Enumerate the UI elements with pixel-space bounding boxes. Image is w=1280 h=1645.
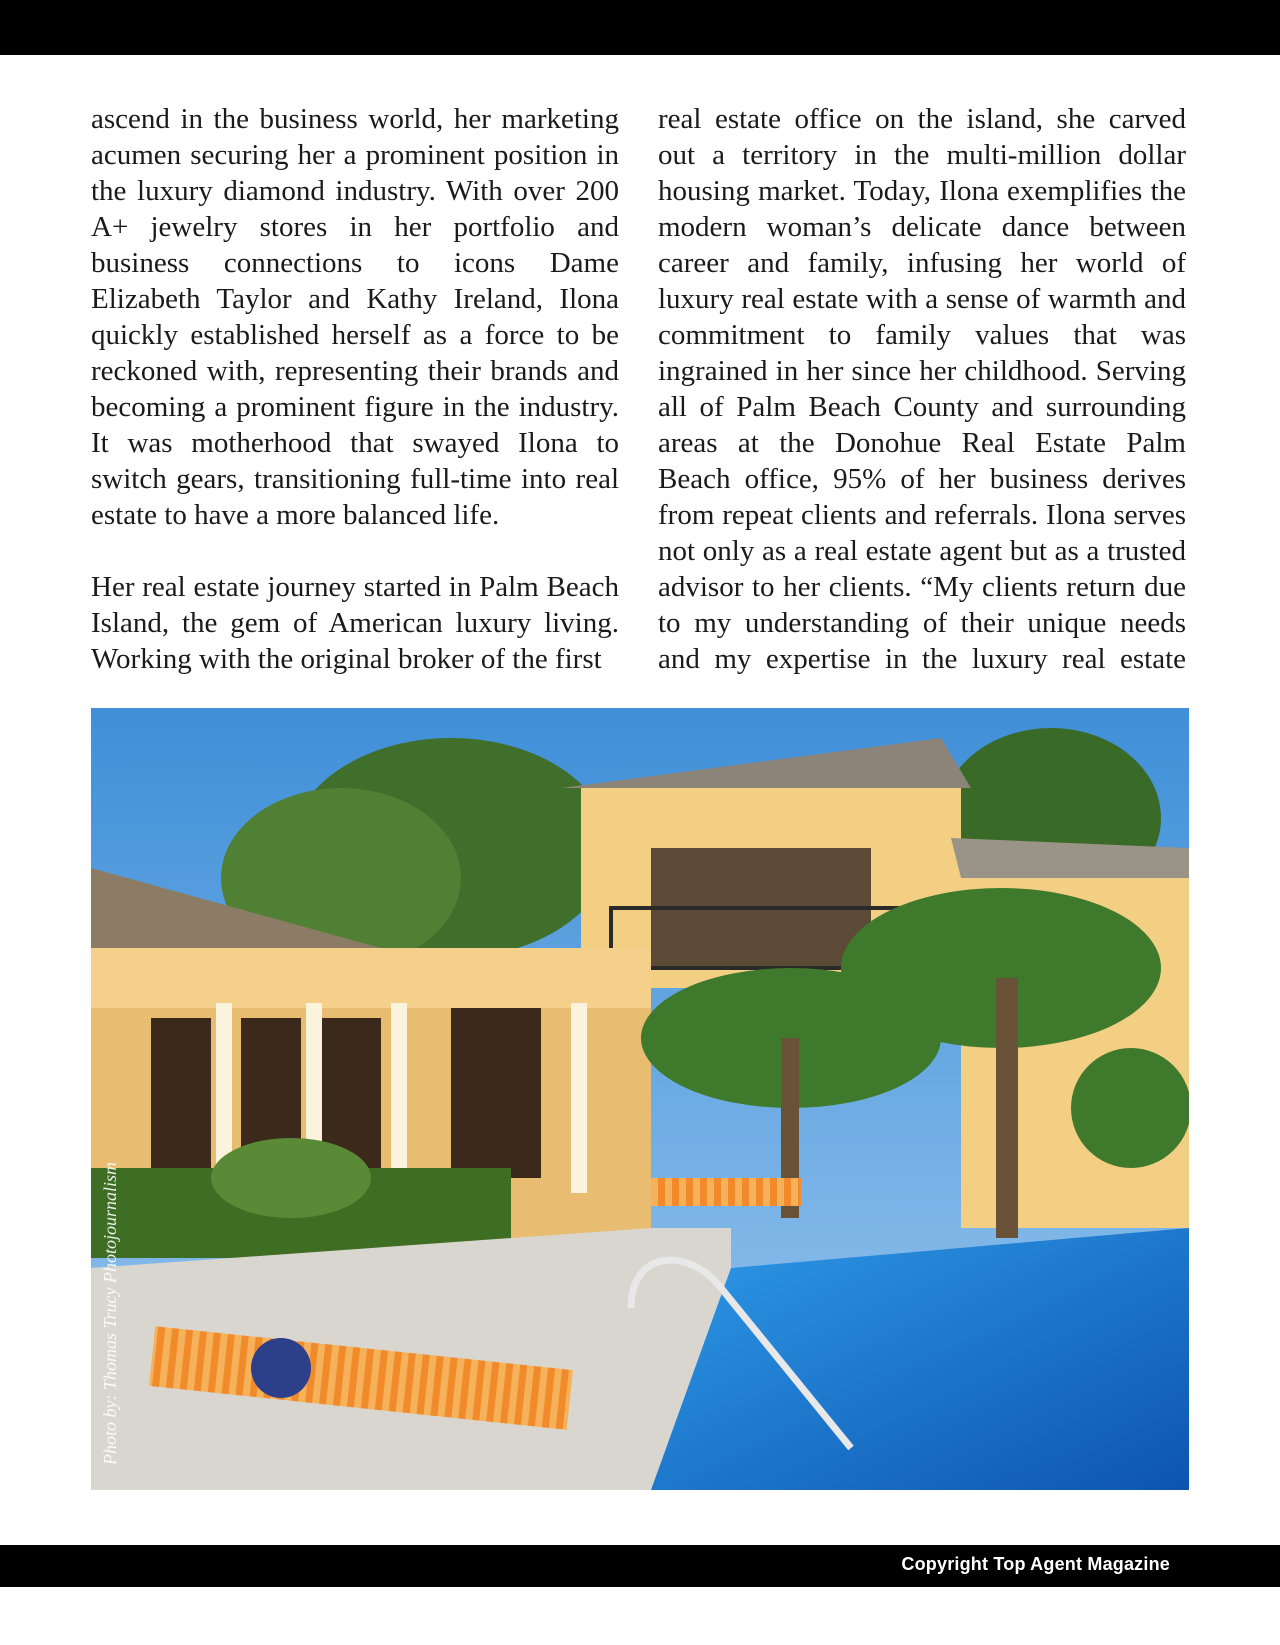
article-paragraph: real estate office on the island, she carved out a territory in the multi-million dollar housing market. Today, Ilona exemplifies the modern woman’s delicate dance between career and family, infusing her world of luxury real estate with a sense of warmth and commitment to family values that was ingrained in her since her childhood. Serving all of Palm Beach County and surrounding areas at the Donohue Real Estate Palm Beach office, 95% of her business derives from repeat clients and referrals. Ilona serves not only as a real estate agent but as a trusted advisor to her clients. “My clients return due to my understanding of their unique needs and my expertise in the luxury real estate bbox=[658, 103, 1186, 675]
house-photo bbox=[91, 708, 1189, 1490]
article-column-right bbox=[658, 101, 1186, 677]
footer-bar bbox=[0, 1545, 1280, 1587]
article-column-left bbox=[91, 101, 619, 677]
house-photo-illustration bbox=[91, 708, 1189, 1490]
top-bar bbox=[0, 0, 1280, 55]
copyright-text: Copyright Top Agent Magazine bbox=[901, 1554, 1170, 1574]
photo-credit: Photo by: Thomas Trucy Photojournalism bbox=[100, 1161, 120, 1465]
article-paragraph: ascend in the business world, her marketing acumen securing her a prominent position in the luxury diamond industry. With over 200 A+ jewelry stores in her portfolio and business connections to icons Dame Elizabeth Taylor and Kathy Ireland, Ilona quickly established herself as a force to be reckoned with, representing their brands and becoming a prominent figure in the industry. It was motherhood that swayed Ilona to switch gears, transitioning full-time into real estate to have a more balanced life. bbox=[91, 103, 619, 531]
article-paragraph: Her real estate journey started in Palm Beach Island, the gem of American luxury living. Working with the original broker of the first bbox=[91, 571, 619, 675]
